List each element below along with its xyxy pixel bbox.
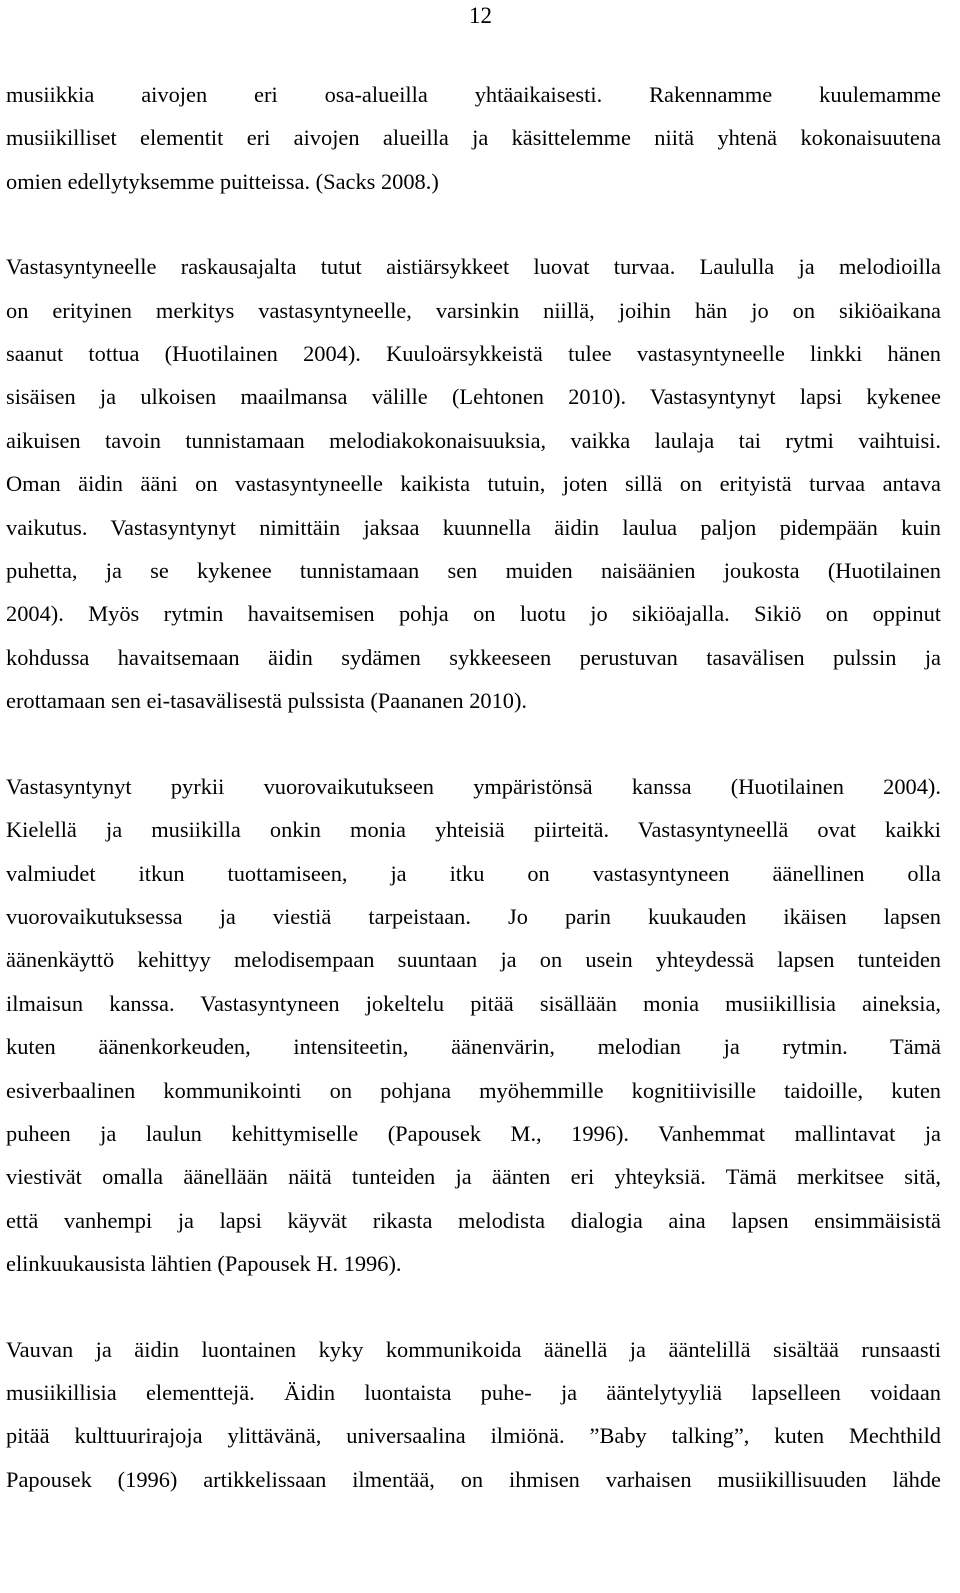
text-line: valmiudet itkun tuottamiseen, ja itku on vastasyntyneen äänellinen olla <box>6 860 941 886</box>
text-line: että vanhempi ja lapsi käyvät rikasta melodista dialogia aina lapsen ensimmäisistä <box>6 1207 941 1233</box>
paragraph <box>6 1328 941 1502</box>
paragraph-spacer <box>6 723 941 765</box>
text-line: musiikilliset elementit eri aivojen alueilla ja käsittelemme niitä yhtenä kokonaisuutena <box>6 125 941 151</box>
text-line: ilmaisun kanssa. Vastasyntyneen jokeltelu pitää sisällään monia musiikillisia aineksia, <box>6 990 941 1016</box>
text-line: kuten äänenkorkeuden, intensiteetin, äänenvärin, melodian ja rytmin. Tämä <box>6 1034 941 1060</box>
paragraph <box>6 73 941 203</box>
text-line: äänenkäyttö kehittyy melodisempaan suuntaan ja on usein yhteydessä lapsen tunteiden <box>6 947 941 973</box>
text-line: vaikutus. Vastasyntynyt nimittäin jaksaa kuunnella äidin laulua paljon pidempään kuin <box>6 514 941 540</box>
text-line: puheen ja laulun kehittymiselle (Papousek M., 1996). Vanhemmat mallintavat ja <box>6 1120 941 1146</box>
text-line: Vauvan ja äidin luontainen kyky kommunikoida äänellä ja ääntelillä sisältää runsaasti <box>6 1336 941 1362</box>
paragraph-spacer <box>6 203 941 245</box>
text-line: Papousek (1996) artikkelissaan ilmentää, on ihmisen varhaisen musiikillisuuden lähde <box>6 1466 941 1492</box>
paragraph-spacer <box>6 1286 941 1328</box>
paragraph <box>6 245 941 722</box>
text-line: elinkuukausista lähtien (Papousek H. 1996). <box>6 1251 402 1277</box>
text-line: vuorovaikutuksessa ja viestiä tarpeistaan. Jo parin kuukauden ikäisen lapsen <box>6 903 941 929</box>
text-line: esiverbaalinen kommunikointi on pohjana myöhemmille kognitiivisille taidoille, kuten <box>6 1077 941 1103</box>
text-line: pitää kulttuurirajoja ylittävänä, universaalina ilmiönä. ”Baby talking”, kuten Mechthild <box>6 1423 941 1449</box>
text-line: aikuisen tavoin tunnistamaan melodiakokonaisuuksia, vaikka laulaja tai rytmi vaihtuisi. <box>6 427 941 453</box>
text-line: kohdussa havaitsemaan äidin sydämen sykkeeseen perustuvan tasavälisen pulssin ja <box>6 644 941 670</box>
paragraph <box>6 765 941 1286</box>
text-line: puhetta, ja se kykenee tunnistamaan sen muiden naisäänien joukosta (Huotilainen <box>6 558 941 584</box>
text-line: erottamaan sen ei-tasavälisestä pulssista (Paananen 2010). <box>6 688 528 714</box>
text-line: Vastasyntynyt pyrkii vuorovaikutukseen ympäristönsä kanssa (Huotilainen 2004). <box>6 773 941 799</box>
text-line: sisäisen ja ulkoisen maailmansa välille (Lehtonen 2010). Vastasyntynyt lapsi kykenee <box>6 384 941 410</box>
text-line: on erityinen merkitys vastasyntyneelle, varsinkin niillä, joihin hän jo on sikiöaikana <box>6 297 941 323</box>
text-line: 2004). Myös rytmin havaitsemisen pohja on luotu jo sikiöajalla. Sikiö on oppinut <box>6 601 941 627</box>
text-line: omien edellytyksemme puitteissa. (Sacks 2008.) <box>6 168 439 194</box>
text-line: musiikillisia elementtejä. Äidin luontaista puhe- ja ääntelytyyliä lapselleen voidaan <box>6 1379 941 1405</box>
text-line: Vastasyntyneelle raskausajalta tutut aistiärsykkeet luovat turvaa. Laululla ja melodioilla <box>6 254 941 280</box>
document-body <box>6 73 941 1501</box>
text-line: musiikkia aivojen eri osa-alueilla yhtäaikaisesti. Rakennamme kuulemamme <box>6 82 941 107</box>
text-line: viestivät omalla äänellään näitä tunteiden ja äänten eri yhteyksiä. Tämä merkitsee sitä, <box>6 1164 941 1190</box>
text-line: saanut tottua (Huotilainen 2004). Kuuloärsykkeistä tulee vastasyntyneelle linkki hänen <box>6 341 941 367</box>
text-line: Oman äidin ääni on vastasyntyneelle kaikista tutuin, joten sillä on erityistä turvaa antava <box>6 471 941 497</box>
text-line: Kielellä ja musiikilla onkin monia yhteisiä piirteitä. Vastasyntyneellä ovat kaikki <box>6 817 941 843</box>
page-number: 12 <box>469 3 492 28</box>
